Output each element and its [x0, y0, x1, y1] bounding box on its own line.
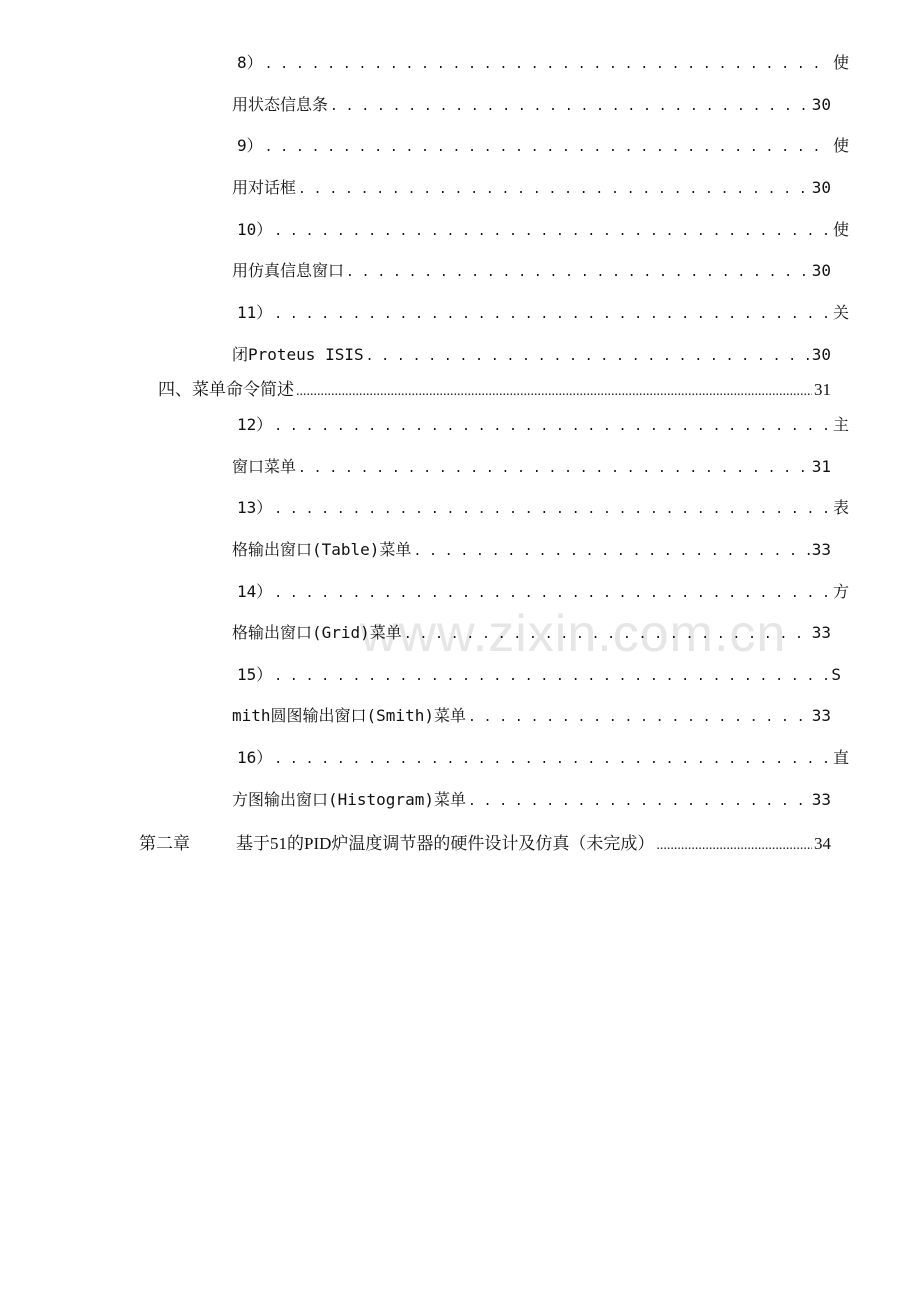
toc-entry-label: 10） — [237, 220, 273, 239]
toc-entry-label: 方图输出窗口(Histogram)菜单 — [232, 790, 466, 809]
dot-leader — [298, 457, 810, 479]
toc-entry[interactable] — [237, 303, 849, 323]
toc-page-number: 34 — [814, 834, 831, 853]
toc-entry-continuation: 表 — [832, 498, 849, 517]
toc-entry-label: 13） — [237, 498, 273, 517]
toc-entry[interactable] — [232, 790, 831, 810]
toc-entry-label: 14） — [237, 582, 273, 601]
toc-page-number: 31 — [814, 380, 831, 399]
toc-entry-label: 窗口菜单 — [232, 457, 297, 476]
toc-page-number: 30 — [811, 178, 831, 197]
toc-entry-label: 用状态信息条 — [232, 95, 329, 114]
toc-entry[interactable] — [232, 457, 831, 477]
dot-leader — [298, 178, 810, 200]
toc-entry-continuation: 使 — [832, 136, 849, 155]
dot-leader — [413, 540, 809, 562]
toc-page-number: 31 — [811, 457, 831, 476]
toc-entry[interactable] — [237, 665, 841, 685]
toc-entry-label: 8） — [237, 53, 263, 72]
toc-entry[interactable] — [237, 53, 849, 73]
dot-leader — [274, 415, 831, 437]
toc-entry[interactable] — [232, 95, 831, 115]
dot-leader — [468, 790, 810, 812]
toc-entry[interactable] — [232, 540, 831, 560]
dot-leader — [274, 220, 831, 242]
dot-leader — [656, 833, 812, 857]
toc-entry-continuation: 直 — [832, 748, 849, 767]
dot-leader — [274, 582, 831, 604]
toc-entry-label: 闭Proteus ISIS — [232, 345, 364, 364]
toc-entry-continuation: 使 — [832, 220, 849, 239]
toc-entry-label: 格输出窗口(Grid)菜单 — [232, 623, 402, 642]
toc-entry-continuation: 使 — [832, 53, 849, 72]
toc-entry[interactable] — [237, 220, 849, 240]
toc-entry[interactable] — [232, 178, 831, 198]
toc-entry-continuation: 关 — [832, 303, 849, 322]
toc-entry[interactable] — [237, 136, 849, 156]
toc-entry-label: 15） — [237, 665, 273, 684]
toc-entry-label: 12） — [237, 415, 273, 434]
toc-entry-label: 16） — [237, 748, 273, 767]
toc-page-number: 30 — [811, 95, 831, 114]
dot-leader — [274, 498, 831, 520]
toc-entry-label: mith圆图输出窗口(Smith)菜单 — [232, 706, 466, 725]
toc-page-number: 30 — [811, 345, 831, 364]
toc-entry-label: 11） — [237, 303, 273, 322]
toc-page-number: 30 — [811, 261, 831, 280]
dot-leader — [274, 748, 831, 770]
dot-leader — [346, 261, 810, 283]
dot-leader — [366, 345, 810, 367]
toc-entry[interactable] — [237, 498, 849, 518]
toc-entry-continuation: S — [831, 665, 841, 684]
toc-entry[interactable] — [232, 261, 831, 281]
toc-entry[interactable] — [232, 706, 831, 726]
dot-leader — [404, 623, 810, 645]
toc-page-number: 33 — [811, 706, 831, 725]
toc-entry-label: 用仿真信息窗口 — [232, 261, 345, 280]
toc-entry[interactable] — [237, 415, 849, 435]
toc-page-number: 33 — [811, 540, 831, 559]
toc-entry[interactable] — [237, 582, 849, 602]
toc-section-label: 四、菜单命令简述 — [158, 380, 294, 399]
watermark: www.zixin.com.cn — [360, 605, 787, 663]
toc-entry-label: 格输出窗口(Table)菜单 — [232, 540, 412, 559]
dot-leader — [265, 53, 831, 75]
toc-entry-label: 9） — [237, 136, 263, 155]
toc-page-number: 33 — [811, 790, 831, 809]
dot-leader — [274, 665, 829, 687]
toc-entry-continuation: 方 — [832, 582, 849, 601]
toc-entry-label: 用对话框 — [232, 178, 297, 197]
dot-leader — [468, 706, 810, 728]
toc-entry[interactable] — [232, 623, 831, 643]
dot-leader — [265, 136, 831, 158]
dot-leader — [296, 380, 812, 402]
toc-entry[interactable] — [232, 345, 831, 365]
chapter-title: 基于51的PID炉温度调节器的硬件设计及仿真（未完成） — [236, 834, 655, 853]
toc-chapter[interactable] — [139, 833, 831, 857]
toc-section[interactable] — [158, 380, 831, 400]
toc-entry[interactable] — [237, 748, 849, 768]
toc-entry-continuation: 主 — [832, 415, 849, 434]
dot-leader — [330, 95, 810, 117]
toc-page-number: 33 — [811, 623, 831, 642]
chapter-number: 第二章 — [139, 834, 190, 853]
dot-leader — [274, 303, 831, 325]
